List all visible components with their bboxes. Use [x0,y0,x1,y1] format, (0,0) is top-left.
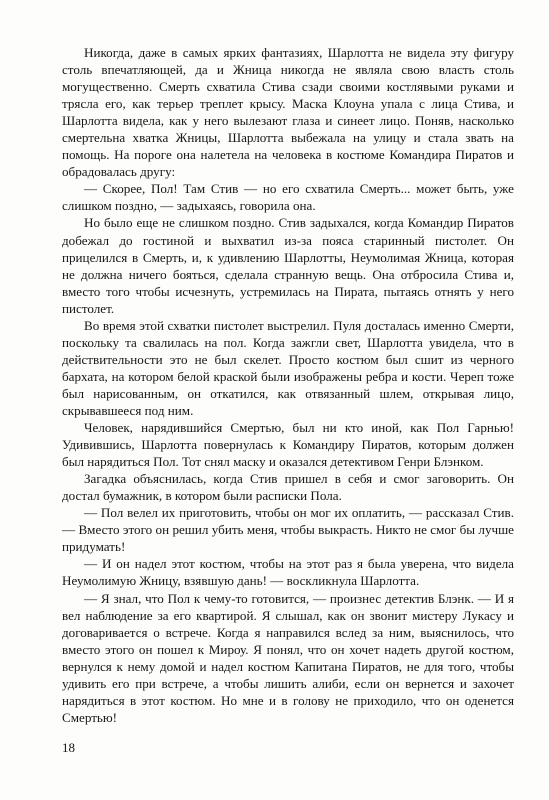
paragraph: Загадка объяснилась, когда Стив пришел в себя и смог заговорить. Он достал бумажник, в котором были расписки Пола. [62,471,514,504]
paragraph: Но было еще не слишком поздно. Стив задыхался, когда Командир Пиратов добежал до гостиной и выхватил из-за пояса старинный пистолет. Он прицелился в Смерть, и, к удивлению Шарлотты, Неумолимая Жница, которая не должна ничего бояться, сделала странную вещь. Она отбросила Стива и, вместо того чтобы исчезнуть, устремилась на Пирата, пытаясь отнять у него пистолет. [62,215,514,316]
page-number: 18 [62,740,75,755]
body-text [62,44,514,726]
paragraph: Человек, нарядившийся Смертью, был ни кто иной, как Пол Гарнью! Удивившись, Шарлотта повернулась к Командиру Пиратов, которым должен был нарядиться Пол. Тот снял маску и оказался детективом Генри Блэнком. [62,420,514,470]
paragraph: — Скорее, Пол! Там Стив — но его схватила Смерть... может быть, уже слишком поздно, — задыхаясь, говорила она. [62,181,514,214]
paragraph: — Я знал, что Пол к чему-то готовится, — произнес детектив Блэнк. — И я вел наблюдение за его квартирой. Я слышал, как он звонит мистеру Лукасу и договаривается о встрече. Когда я направился вслед за ним, выяснилось, что вместо этого он пошел к Мироу. Я понял, что он хочет надеть другой костюм, вернулся к нему домой и надел костюм Капитана Пиратов, не для того, чтобы удивить его при встрече, а чтобы лишить алиби, если он вернется и захочет нарядиться в этот костюм. Но мне и в голову не приходило, что он оденется Смертью! [62,590,514,725]
paragraph: — Пол велел их приготовить, чтобы он мог их оплатить, — рассказал Стив. — Вместо этого он решил убить меня, чтобы выкрасть. Никто не смог бы лучше придумать! [62,505,514,555]
paragraph: Никогда, даже в самых ярких фантазиях, Шарлотта не видела эту фигуру столь впечатляющей, да и Жница никогда не являла свою власть столь могущественно. Смерть схватила Стива сзади своими костлявыми руками и трясла его, как терьер треплет крысу. Маска Клоуна упала с лица Стива, и Шарлотта видела, как у него вылезают глаза и синеет лицо. Поняв, насколько смертельна хватка Жницы, Шарлотта выбежала на улицу и стала звать на помощь. На пороге она налетела на человека в костюме Командира Пиратов и обрадовалась другу: [62,45,514,180]
paragraph: — И он надел этот костюм, чтобы на этот раз я была уверена, что видела Неумолимую Жницу, взявшую дань! — воскликнула Шарлотта. [62,556,514,589]
paragraph: Во время этой схватки пистолет выстрелил. Пуля досталась именно Смерти, поскольку та свалилась на пол. Когда зажгли свет, Шарлотта увидела, что в действительности это не был скелет. Просто костюм был сшит из черного бархата, на котором белой краской были изображены ребра и кости. Череп тоже был нарисованным, он откатился, как отвязанный шлем, открывая лицо, скрывавшееся под ним. [62,317,514,418]
